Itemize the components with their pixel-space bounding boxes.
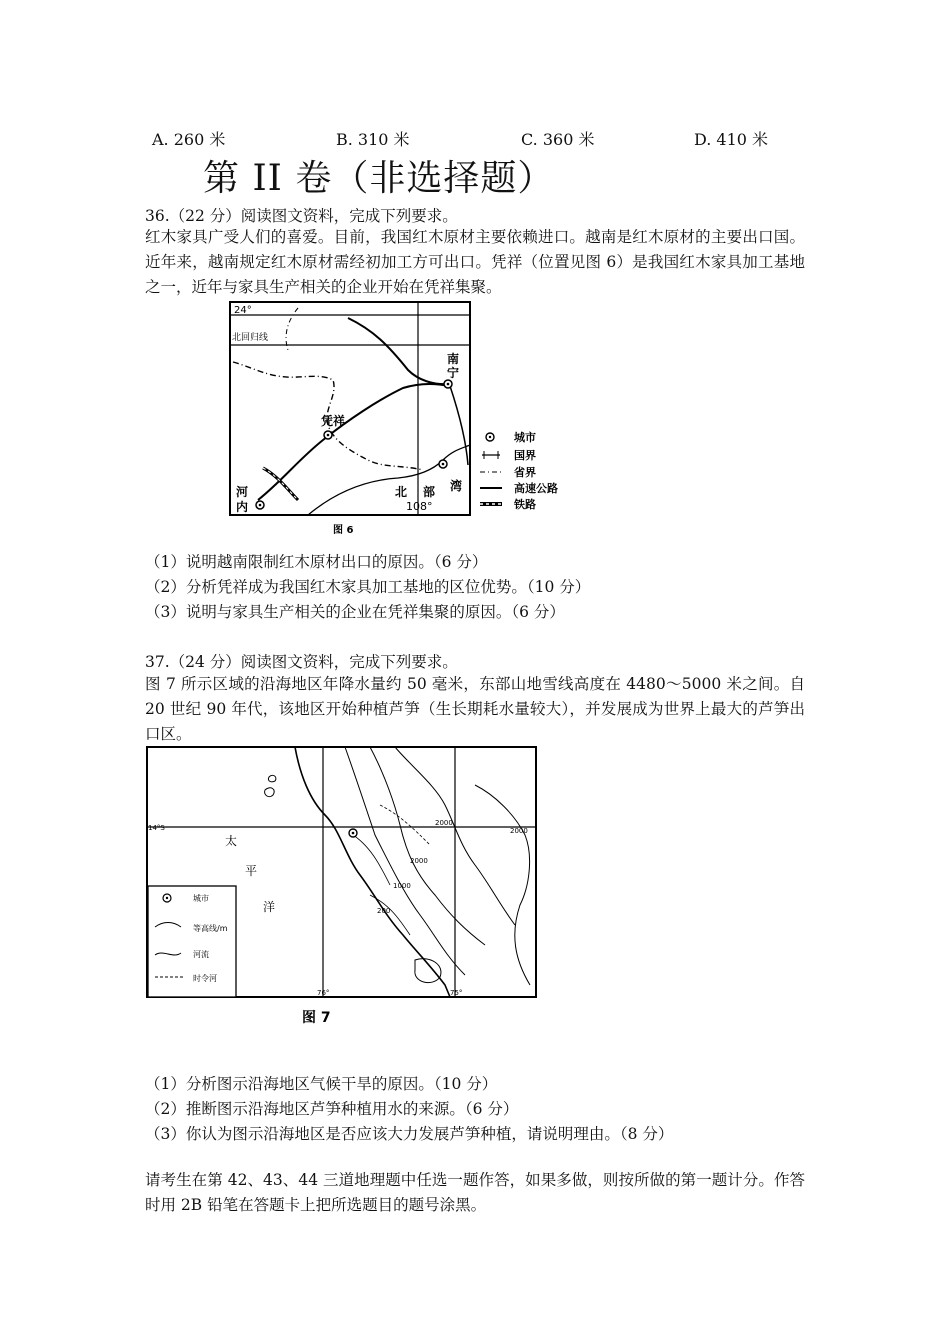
legend-railway: 铁路 [514, 498, 536, 511]
contour-label-1: 2000 [435, 819, 453, 827]
label-nan: 南 [447, 352, 460, 366]
map6-legend [480, 430, 558, 511]
fig7-caption: 图 7 [302, 1010, 331, 1026]
contour-label-3: 1000 [393, 882, 411, 890]
lon-label: 108° [406, 500, 433, 513]
selection-note: 请考生在第 42、43、44 三道地理题中任选一题作答，如果多做，则按所做的第一题计分。作答时用 2B 铅笔在答题卡上把所选题目的题号涂黑。 [145, 1171, 805, 1214]
option-d: D. 410 米 [694, 130, 769, 149]
option-c: C. 360 米 [521, 130, 595, 149]
label-nei: 内 [236, 500, 249, 514]
label-bu: 部 [423, 485, 436, 499]
figure-7-map [145, 745, 540, 1035]
lat-label-14: 14°S [148, 824, 165, 832]
q37-sub3: （3）你认为图示沿海地区是否应该大力发展芦笋种植，请说明理由。（8 分） [145, 1125, 674, 1143]
legend-river: 河流 [193, 950, 209, 959]
q36-sub2: （2）分析凭祥成为我国红木家具加工基地的区位优势。（10 分） [145, 578, 591, 596]
q37-header: 37.（24 分）阅读图文资料，完成下列要求。 [145, 653, 458, 671]
q36-header: 36.（22 分）阅读图文资料，完成下列要求。 [145, 207, 458, 225]
legend-seasonal: 时令河 [193, 974, 217, 983]
option-b: B. 310 米 [336, 130, 410, 149]
legend-border: 国界 [514, 449, 536, 462]
figure-6-map [228, 300, 588, 540]
contour-label-4: 200 [377, 907, 391, 915]
q36-sub3: （3）说明与家具生产相关的企业在凭祥集聚的原因。（6 分） [145, 603, 565, 621]
contour-label-5: 2000 [510, 827, 528, 835]
lon-label-75: 75° [450, 989, 463, 997]
label-ning: 宁 [447, 366, 460, 380]
contour-label-2: 2000 [410, 857, 428, 865]
label-he: 河 [236, 485, 249, 499]
q36-sub1: （1）说明越南限制红木原材出口的原因。（6 分） [145, 553, 488, 571]
ocean-yang: 洋 [263, 900, 276, 914]
legend-box [148, 886, 236, 997]
legend-province: 省界 [514, 466, 536, 479]
legend-city: 城市 [193, 894, 209, 903]
fig6-caption: 图 6 [333, 525, 354, 536]
label-bei: 北 [395, 485, 408, 499]
legend-highway: 高速公路 [514, 482, 558, 495]
lon-label-76: 76° [317, 989, 330, 997]
map7-legend [148, 886, 236, 997]
option-a: A. 260 米 [152, 130, 226, 149]
q37-text: 图 7 所示区域的沿海地区年降水量约 50 毫米，东部山地雪线高度在 4480～5000 米之间。自 20 世纪 90 年代，该地区开始种植芦笋（生长期耗水量较大），并发展成为世界上最大的芦笋出口区。 [145, 675, 805, 743]
q37-sub1: （1）分析图示沿海地区气候干旱的原因。（10 分） [145, 1075, 498, 1093]
section-title: 第 II 卷（非选择题） [203, 158, 555, 199]
tropic-label: 北回归线 [232, 333, 269, 343]
ocean-tai: 太 [225, 834, 238, 848]
label-wan: 湾 [450, 479, 463, 493]
legend-contour: 等高线/m [193, 924, 228, 933]
ocean-ping: 平 [245, 864, 258, 878]
q36-text: 红木家具广受人们的喜爱。目前，我国红木原材主要依赖进口。越南是红木原材的主要出口国。近年来，越南规定红木原材需经初加工方可出口。凭祥（位置见图 6）是我国红木家具加工基地之一，近年与家具生产相关的企业开始在凭祥集聚。 [145, 228, 805, 296]
label-pingxiang: 凭祥 [321, 414, 346, 428]
lat-label: 24° [234, 305, 252, 316]
legend-city: 城市 [514, 431, 536, 444]
q37-sub2: （2）推断图示沿海地区芦笋种植用水的来源。（6 分） [145, 1100, 519, 1118]
